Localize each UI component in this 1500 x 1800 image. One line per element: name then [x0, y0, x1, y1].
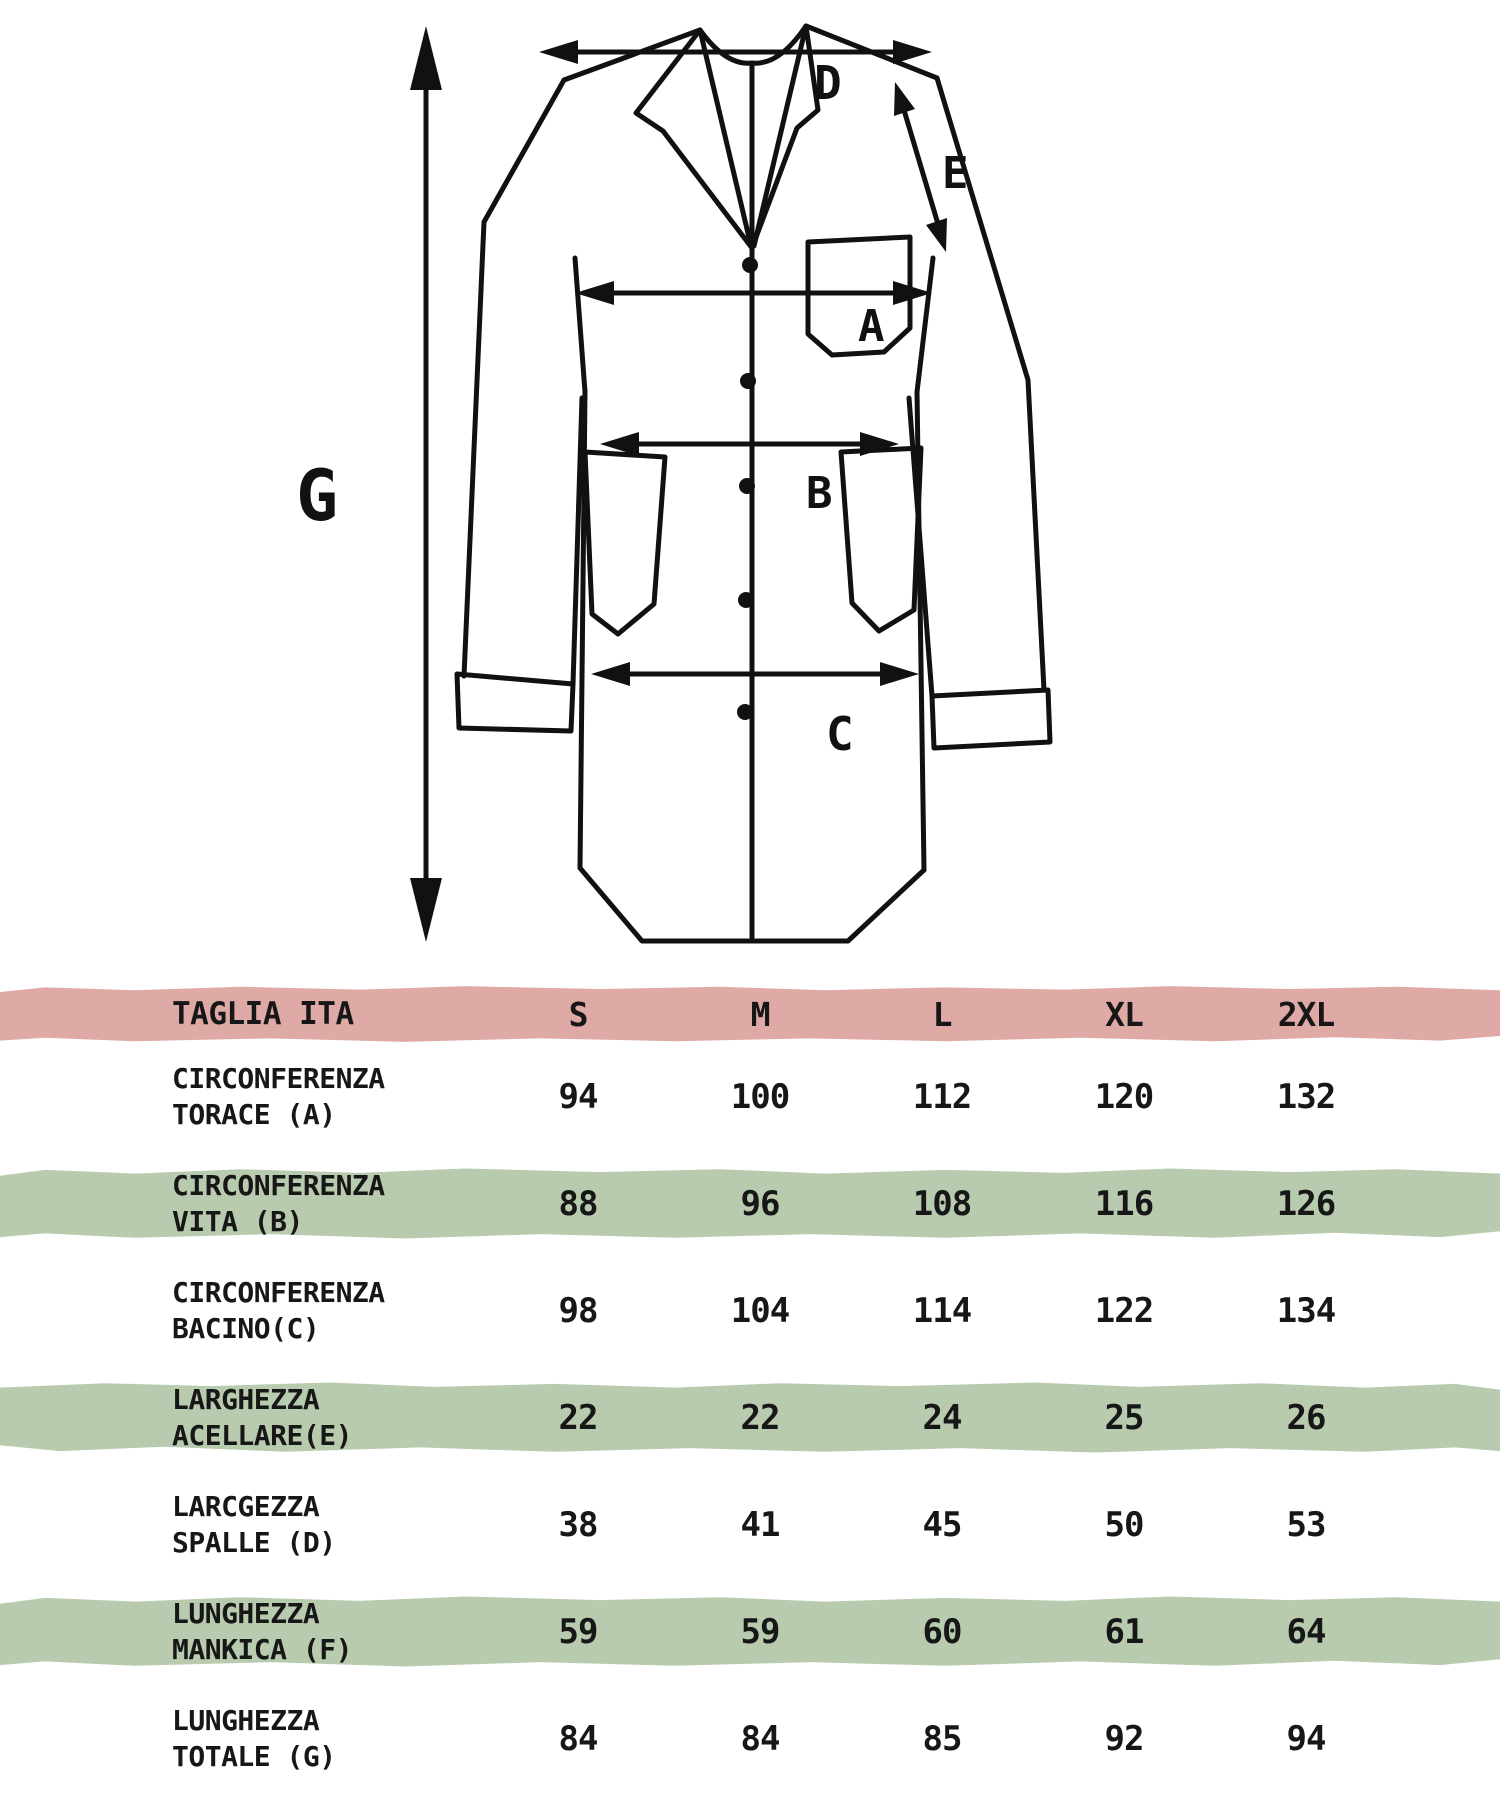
body-right-edge [917, 258, 933, 870]
value-m: 59 [740, 1611, 780, 1652]
row-label-line2: BACINO(C) [172, 1311, 320, 1345]
value-m: 41 [740, 1504, 780, 1545]
right-hip-pocket [841, 448, 921, 631]
value-l: 60 [922, 1611, 962, 1652]
collar-back-curve [700, 26, 806, 63]
header-size-l: L [932, 994, 952, 1034]
button [739, 478, 755, 494]
row-label-line1: CIRCONFERENZA [172, 1061, 385, 1095]
value-xl: 122 [1094, 1290, 1154, 1331]
header-size-label: TAGLIA ITA [172, 996, 354, 1032]
dimension-arrows [410, 26, 947, 942]
header-size-s: S [568, 994, 588, 1034]
header-size-xl: XL [1105, 994, 1143, 1034]
arrow-e-bottom-head [926, 218, 947, 252]
value-l: 112 [912, 1076, 972, 1117]
arrow-g-bottom-head [410, 878, 442, 942]
row-label [172, 1703, 487, 1775]
row-label-line1: LARGHEZZA [172, 1382, 320, 1416]
table-row-vita [0, 1150, 1500, 1257]
row-label [172, 1489, 487, 1561]
arrow-g-top-head [410, 26, 442, 90]
arrow-e-line [904, 110, 938, 224]
row-label-line2: MANKICA (F) [172, 1632, 352, 1666]
table-row-spalle [0, 1471, 1500, 1578]
row-label [172, 1275, 487, 1347]
arrow-a-left-head [575, 281, 614, 305]
value-xl: 25 [1104, 1397, 1144, 1438]
value-xl: 61 [1104, 1611, 1144, 1652]
value-s: 98 [558, 1290, 598, 1331]
value-m: 96 [740, 1183, 780, 1224]
table-row-bacino [0, 1257, 1500, 1364]
label-c: C [826, 707, 854, 761]
value-m: 22 [740, 1397, 780, 1438]
diagram-letter-labels [296, 56, 969, 761]
left-sleeve-outer [464, 80, 564, 676]
table-row-totale [0, 1685, 1500, 1792]
header-size-2xl: 2XL [1277, 994, 1335, 1034]
button [740, 373, 756, 389]
arrow-c-left-head [591, 662, 630, 686]
value-xl: 120 [1094, 1076, 1154, 1117]
value-s: 38 [558, 1504, 598, 1545]
value-s: 94 [558, 1076, 598, 1117]
value-s: 88 [558, 1183, 598, 1224]
label-b: B [806, 468, 833, 519]
row-label-line1: LUNGHEZZA [172, 1596, 320, 1630]
value-l: 114 [912, 1290, 972, 1331]
table-header-row [0, 985, 1500, 1043]
row-label-line1: LUNGHEZZA [172, 1703, 320, 1737]
value-s: 22 [558, 1397, 598, 1438]
value-l: 85 [922, 1718, 962, 1759]
table-row-torace [0, 1043, 1500, 1150]
value-2xl: 64 [1286, 1611, 1326, 1652]
row-label-line2: TORACE (A) [172, 1097, 336, 1131]
buttons [737, 257, 758, 720]
label-d: D [814, 56, 842, 110]
value-xl: 92 [1104, 1718, 1144, 1759]
value-m: 100 [730, 1076, 790, 1117]
right-collar-inner [754, 26, 806, 246]
value-s: 59 [558, 1611, 598, 1652]
row-label-line1: CIRCONFERENZA [172, 1275, 385, 1309]
value-2xl: 94 [1286, 1718, 1326, 1759]
value-m: 104 [730, 1290, 790, 1331]
value-s: 84 [558, 1718, 598, 1759]
row-label [172, 1382, 487, 1454]
value-2xl: 26 [1286, 1397, 1326, 1438]
value-xl: 50 [1104, 1504, 1144, 1545]
left-hip-pocket [585, 452, 665, 634]
arrow-e-top-head [894, 82, 915, 116]
value-m: 84 [740, 1718, 780, 1759]
row-label-line2: ACELLARE(E) [172, 1418, 352, 1452]
value-2xl: 53 [1286, 1504, 1326, 1545]
arrow-d-right-head [893, 40, 932, 64]
row-label [172, 1596, 487, 1668]
row-label-line2: SPALLE (D) [172, 1525, 336, 1559]
left-cuff [457, 674, 573, 731]
right-cuff [932, 690, 1050, 748]
value-l: 45 [922, 1504, 962, 1545]
label-e: E [942, 148, 969, 199]
value-l: 108 [912, 1183, 972, 1224]
button [738, 592, 754, 608]
row-label-line2: TOTALE (G) [172, 1739, 336, 1773]
table-row-acellare [0, 1364, 1500, 1471]
value-2xl: 134 [1276, 1290, 1336, 1331]
label-g: G [296, 455, 339, 537]
row-label-line1: CIRCONFERENZA [172, 1168, 385, 1202]
row-label [172, 1168, 487, 1240]
row-label-line2: VITA (B) [172, 1204, 303, 1238]
button [742, 257, 758, 273]
value-2xl: 126 [1276, 1183, 1336, 1224]
arrow-c-right-head [880, 662, 919, 686]
arrow-d-left-head [539, 40, 578, 64]
value-2xl: 132 [1276, 1076, 1336, 1117]
table-row-manica [0, 1578, 1500, 1685]
header-size-m: M [750, 994, 770, 1034]
size-table [0, 985, 1500, 1792]
value-xl: 116 [1094, 1183, 1154, 1224]
row-label [172, 1061, 487, 1133]
button [737, 704, 753, 720]
value-l: 24 [922, 1397, 962, 1438]
label-a: A [858, 301, 885, 352]
row-label-line1: LARCGEZZA [172, 1489, 320, 1523]
